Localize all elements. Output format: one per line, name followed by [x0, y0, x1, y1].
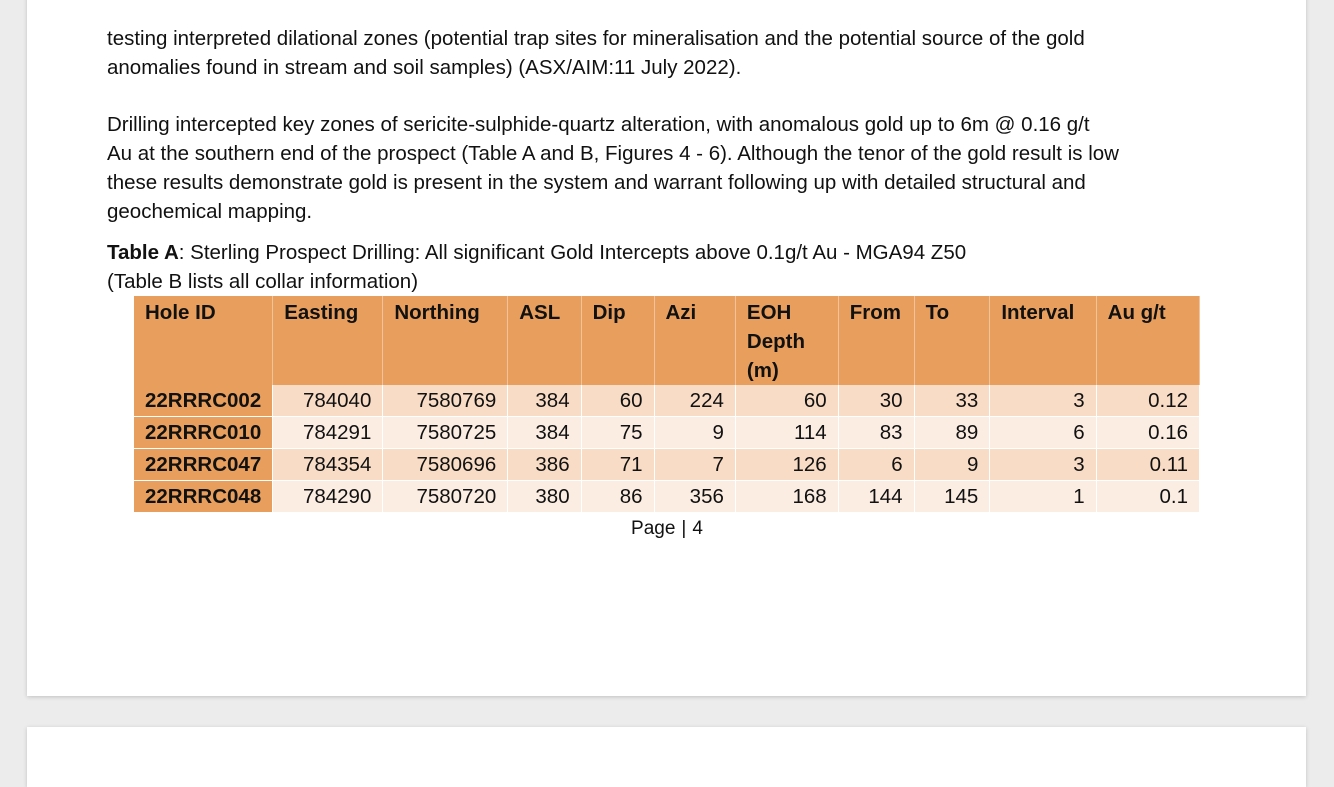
paragraph-line: Au at the southern end of the prospect (Table A and B, Figures 4 - 6). Although the tenor of the gold result is low [107, 142, 1119, 165]
table-cell: 0.16 [1096, 417, 1199, 449]
table-row [134, 449, 1200, 481]
table-cell: 784290 [273, 481, 383, 513]
table-cell: 380 [508, 481, 581, 513]
table-cell: 7580725 [383, 417, 508, 449]
table-cell: 224 [654, 385, 735, 417]
page-label: Page [631, 518, 676, 539]
table-cell: 0.1 [1096, 481, 1199, 513]
column-header: Northing [383, 296, 508, 385]
table-cell: 86 [581, 481, 654, 513]
table-cell: 784291 [273, 417, 383, 449]
table-cell: 89 [914, 417, 990, 449]
table-cell: 384 [508, 417, 581, 449]
table-cell: 784040 [273, 385, 383, 417]
table-cell: 30 [838, 385, 914, 417]
table-header-row [134, 296, 1200, 385]
table-caption [107, 238, 1174, 296]
table-cell: 71 [581, 449, 654, 481]
column-header: Azi [654, 296, 735, 385]
hole-id-cell: 22RRRC048 [134, 481, 273, 513]
table-cell: 1 [990, 481, 1096, 513]
paragraph-line: geochemical mapping. [107, 200, 313, 223]
column-header: ASL [508, 296, 581, 385]
table-cell: 784354 [273, 449, 383, 481]
table-cell: 75 [581, 417, 654, 449]
table-cell: 0.11 [1096, 449, 1199, 481]
page-number: 4 [692, 518, 703, 539]
column-header: From [838, 296, 914, 385]
table-cell: 7580769 [383, 385, 508, 417]
table-cell: 83 [838, 417, 914, 449]
table-cell: 356 [654, 481, 735, 513]
table-caption-text: : Sterling Prospect Drilling: All significant Gold Intercepts above 0.1g/t Au - MGA94 Z50 [178, 241, 967, 264]
hole-id-cell: 22RRRC010 [134, 417, 273, 449]
table-cell: 144 [838, 481, 914, 513]
table-row [134, 481, 1200, 513]
column-header: Easting [273, 296, 383, 385]
table-cell: 0.12 [1096, 385, 1199, 417]
column-header: To [914, 296, 990, 385]
column-header: Au g/t [1096, 296, 1199, 385]
table-caption-label: Table A [107, 241, 179, 264]
table-cell: 33 [914, 385, 990, 417]
table-row [134, 417, 1200, 449]
table-cell: 386 [508, 449, 581, 481]
paragraph-line: Drilling intercepted key zones of sericite-sulphide-quartz alteration, with anomalous gold up to 6m @ 0.16 g/t [107, 113, 1090, 136]
table-cell: 60 [581, 385, 654, 417]
column-header [735, 296, 838, 385]
page-separator: | [681, 518, 687, 539]
table-cell: 6 [990, 417, 1096, 449]
hole-id-cell: 22RRRC047 [134, 449, 273, 481]
paragraph-line: testing interpreted dilational zones (potential trap sites for mineralisation and the potential source of the gold [107, 27, 1085, 50]
table-cell: 384 [508, 385, 581, 417]
table-cell: 6 [838, 449, 914, 481]
table-cell: 7580720 [383, 481, 508, 513]
hole-id-cell: 22RRRC002 [134, 385, 273, 417]
column-header-text: EOH Depth (m) [746, 301, 805, 382]
table-cell: 168 [735, 481, 838, 513]
page-footer [0, 518, 1334, 540]
table-cell: 9 [654, 417, 735, 449]
paragraph-line: anomalies found in stream and soil samples) (ASX/AIM:11 July 2022). [107, 56, 742, 79]
table-cell: 7 [654, 449, 735, 481]
table-cell: 60 [735, 385, 838, 417]
paragraph-1 [107, 24, 1174, 82]
table-caption-note: (Table B lists all collar information) [107, 270, 419, 293]
table-row [134, 385, 1200, 417]
table-cell: 145 [914, 481, 990, 513]
table-cell: 114 [735, 417, 838, 449]
table-cell: 3 [990, 385, 1096, 417]
table-cell: 3 [990, 449, 1096, 481]
table-cell: 7580696 [383, 449, 508, 481]
gold-intercepts-table [134, 296, 1200, 513]
paragraph-2 [107, 110, 1174, 226]
column-header: Dip [581, 296, 654, 385]
column-header: Hole ID [134, 296, 273, 385]
next-document-page [27, 727, 1306, 787]
table-cell: 126 [735, 449, 838, 481]
column-header: Interval [990, 296, 1096, 385]
paragraph-line: these results demonstrate gold is present in the system and warrant following up with detailed structural and [107, 171, 1086, 194]
table-cell: 9 [914, 449, 990, 481]
